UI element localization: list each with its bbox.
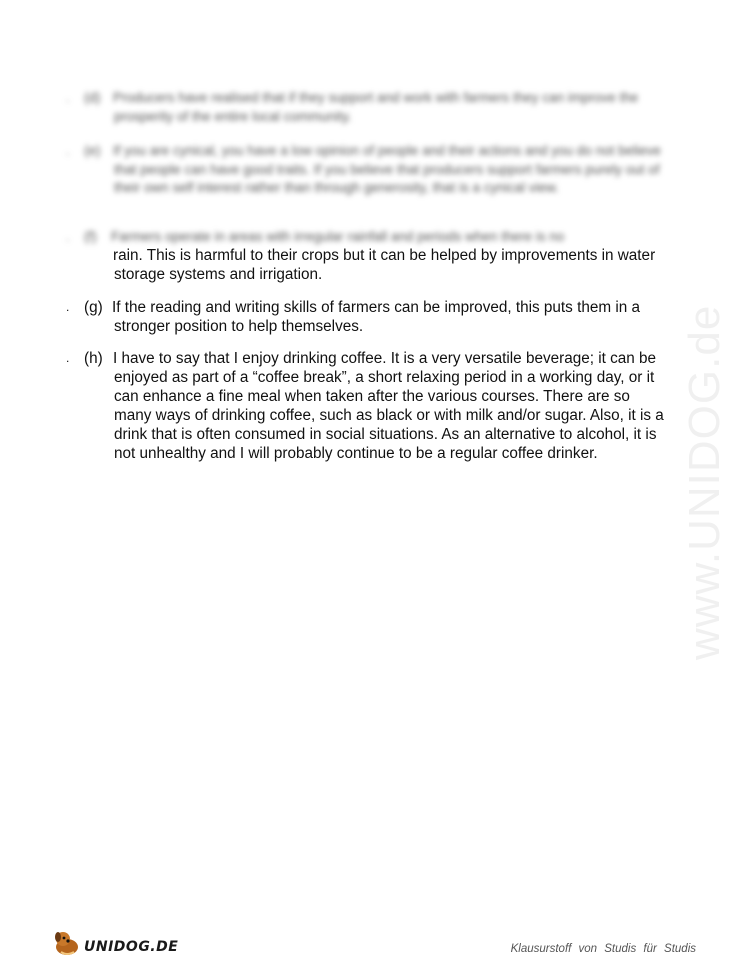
item-text: If you are cynical, you have a low opinion of people and their actions and you do not believe that people can have good traits. If you believe that producers support farmers purely out of their own self interest rather than through generosity, that is a cynical view. (113, 143, 661, 196)
watermark: www.UNIDOG.de (680, 304, 729, 660)
footer-logo (52, 928, 178, 958)
item-label: (e) (84, 143, 101, 158)
item-label: (g) (84, 299, 103, 316)
item-label: (f) (84, 229, 97, 244)
item-text: I have to say that I enjoy drinking coffee. It is a very versatile beverage; it can be enjoyed as part of a “coffee break”, a short relaxing period in a working day, or it can enhance a fine meal when taken after the various courses. There are so many ways of drinking coffee, such as black or with milk and/or sugar. Also, it is a drink that is often consumed in social situations. As an alternative to alcohol, it is not unhealthy and I will probably continue to be a regular coffee drinker. (113, 350, 664, 462)
list-item-g (66, 298, 666, 336)
item-label: (d) (84, 90, 101, 105)
list-item-d (66, 89, 666, 126)
item-text: If the reading and writing skills of farmers can be improved, this puts them in a stronger position to help themselves. (112, 299, 640, 335)
list-item-f (66, 228, 666, 284)
item-bullet: . (66, 351, 70, 365)
item-bullet: . (66, 91, 70, 105)
item-f-first-line (66, 228, 666, 248)
dog-mascot-icon (52, 928, 82, 958)
footer-tagline: Klausurstoff von Studis für Studis (510, 943, 696, 955)
item-text: rain. This is harmful to their crops but it can be helped by improvements in water storage systems and irrigation. (113, 247, 656, 283)
list-item-e (66, 142, 666, 198)
item-bullet: . (66, 144, 70, 158)
list-item-h (66, 349, 666, 463)
item-label: (h) (84, 350, 103, 367)
item-text: Producers have realised that if they support and work with farmers they can improve the prosperity of the entire local community. (113, 90, 639, 124)
item-bullet: . (66, 230, 70, 244)
logo-text: UNIDOG.DE (84, 939, 179, 955)
item-bullet: . (66, 300, 70, 314)
item-text-first-line: Farmers operate in areas with irregular rainfall and periods when there is no (111, 229, 565, 244)
